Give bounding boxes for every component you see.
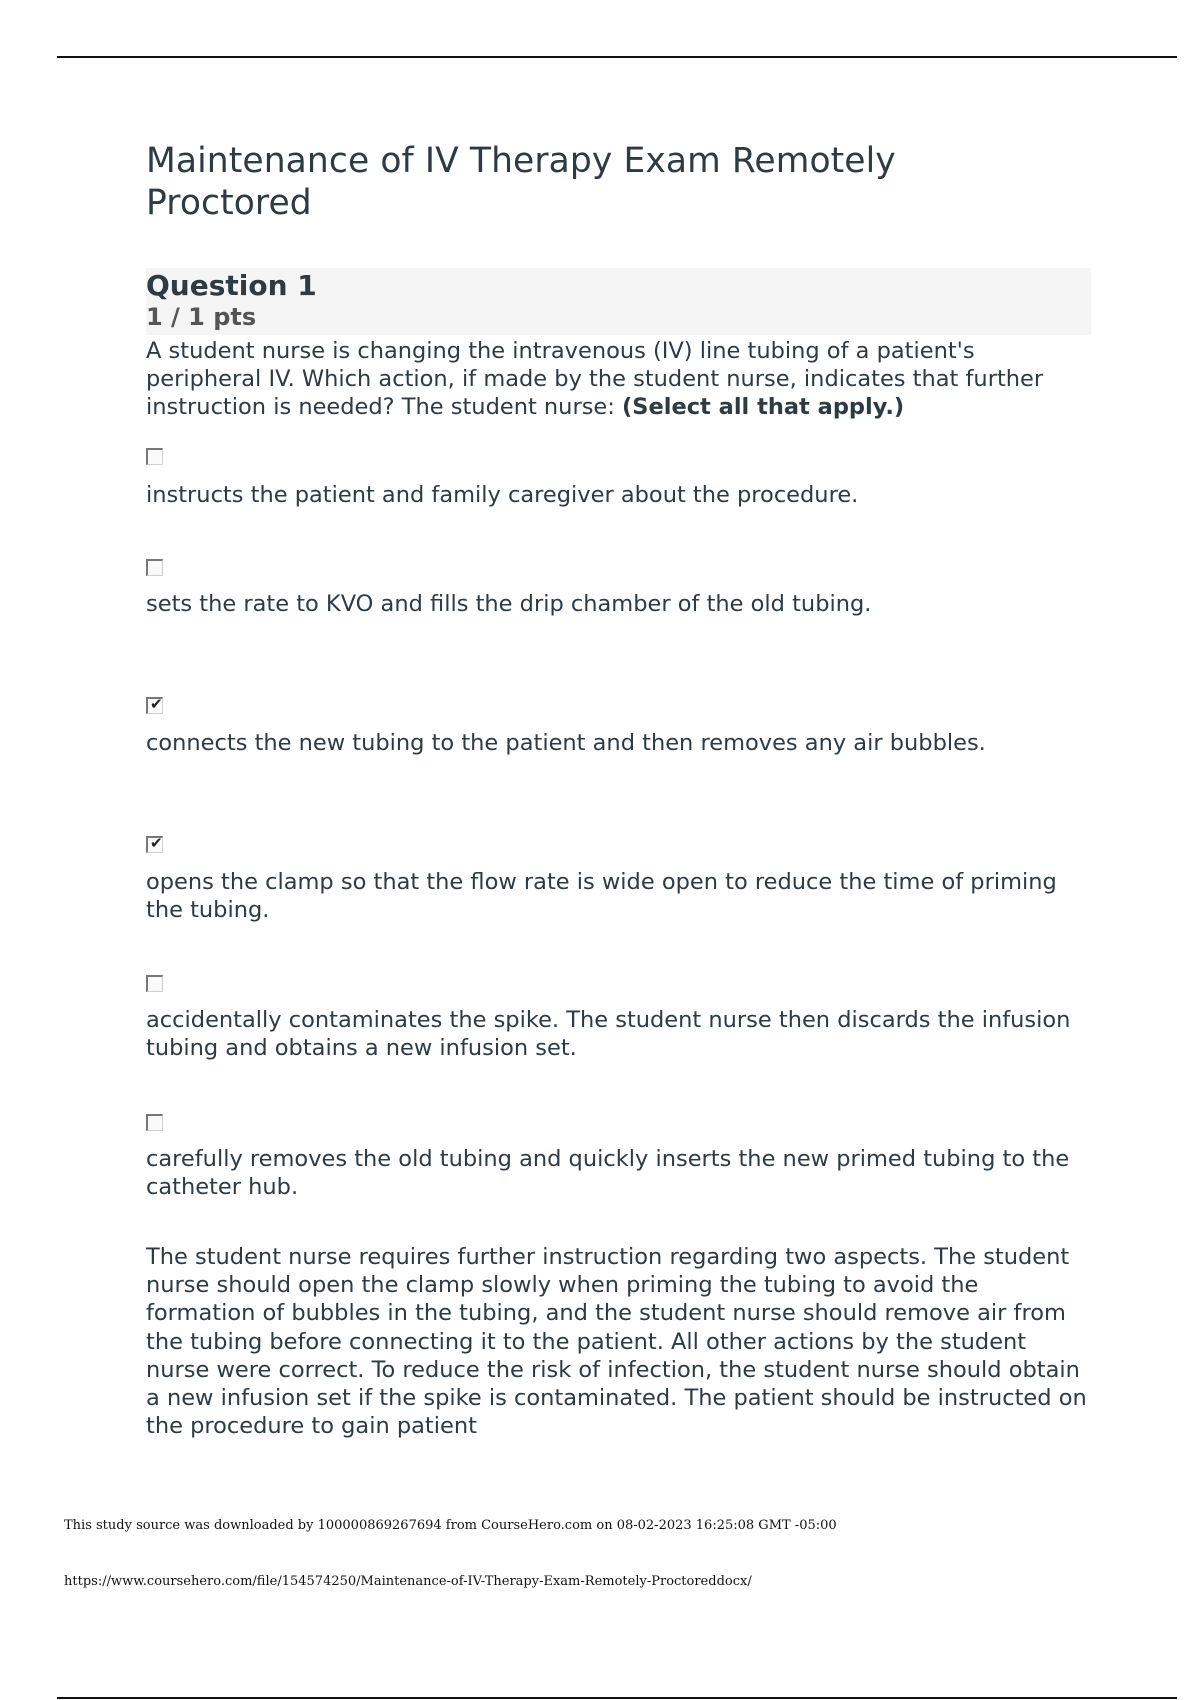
checkmark-icon: ✔ xyxy=(150,834,163,852)
question-text xyxy=(146,337,1091,421)
answer-text: connects the new tubing to the patient and then removes any air bubbles. xyxy=(146,730,986,756)
document-title xyxy=(146,140,1091,224)
question-points: 1 / 1 pts xyxy=(146,303,257,331)
download-source-note: This study source was downloaded by 100000869267694 from CourseHero.com on 08-02-2023 16:25:08 GMT -05:00 xyxy=(64,1518,837,1533)
answer-text: sets the rate to KVO and fills the drip chamber of the old tubing. xyxy=(146,591,872,617)
question-header xyxy=(146,268,1091,335)
bottom-rule xyxy=(57,1697,1177,1699)
top-rule xyxy=(57,56,1177,58)
source-url: https://www.coursehero.com/file/154574250/Maintenance-of-IV-Therapy-Exam-Remotely-Proctoreddocx/ xyxy=(64,1574,752,1589)
answer-text: carefully removes the old tubing and quickly inserts the new primed tubing to the catheter hub. xyxy=(146,1146,1070,1200)
answer-text: accidentally contaminates the spike. The student nurse then discards the infusion tubing and obtains a new infusion set. xyxy=(146,1007,1071,1061)
title-line-1: Maintenance of IV Therapy Exam Remotely xyxy=(146,141,896,181)
answer-checkbox-checked[interactable] xyxy=(146,836,163,853)
answer-text: opens the clamp so that the flow rate is wide open to reduce the time of priming the tubing. xyxy=(146,869,1057,923)
answer-checkbox-checked[interactable] xyxy=(146,697,163,714)
question-number: Question 1 xyxy=(146,269,317,302)
answer-checkbox[interactable] xyxy=(146,975,163,992)
answer-checkbox[interactable] xyxy=(146,559,163,576)
answer-checkbox[interactable] xyxy=(146,1114,163,1131)
question-prompt: A student nurse is changing the intravenous (IV) line tubing of a patient's peripheral IV. Which action, if made by the student nurse, indicates that further instruction is needed? The student nurse: xyxy=(146,338,1044,420)
answer-explanation: The student nurse requires further instruction regarding two aspects. The student nurse should open the clamp slowly when priming the tubing to avoid the formation of bubbles in the tubing, and the student nurse should remove air from the tubing before connecting it to the patient. All other actions by the student nurse were correct. To reduce the risk of infection, the student nurse should obtain a new infusion set if the spike is contaminated. The patient should be instructed on the procedure to gain patient xyxy=(146,1244,1087,1440)
answer-text: instructs the patient and family caregiver about the procedure. xyxy=(146,482,859,508)
question-instruction: (Select all that apply.) xyxy=(622,394,905,420)
checkmark-icon: ✔ xyxy=(150,695,163,713)
page-content xyxy=(146,140,1091,421)
title-line-2: Proctored xyxy=(146,183,312,223)
answer-checkbox[interactable] xyxy=(146,448,163,465)
